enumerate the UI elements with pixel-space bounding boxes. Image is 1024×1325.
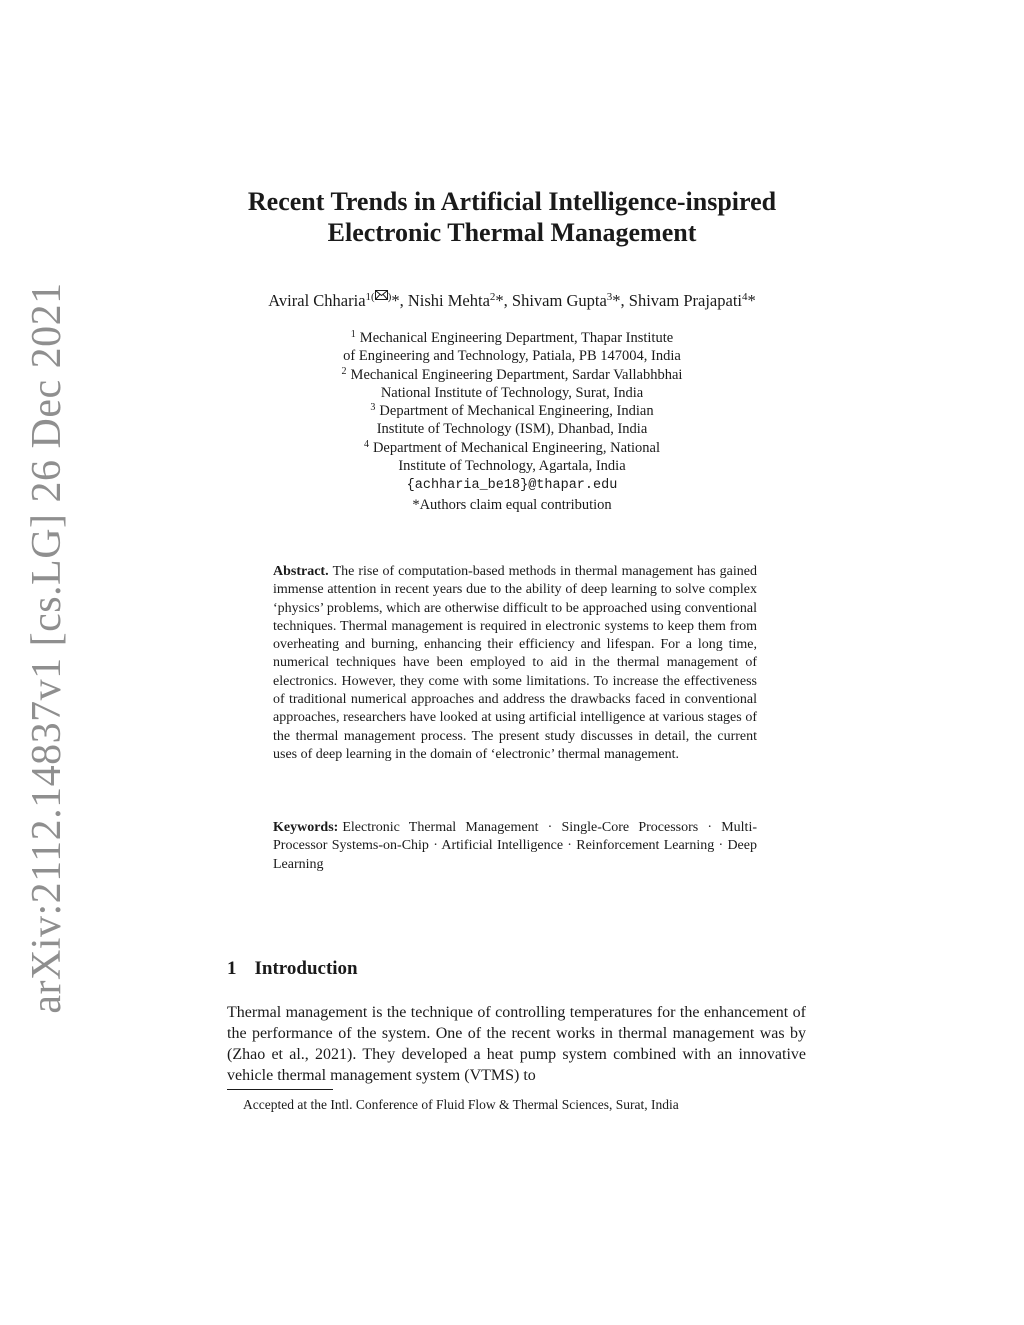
- paper-title: [0, 186, 1024, 248]
- author-list: Aviral Chharia$^{1( )}$*, Nishi Mehta$^2$*, Shivam Gupta$^3$*, Shivam Prajapati$^4$*: [268, 291, 756, 310]
- title-line-1: Recent Trends in Artificial Intelligence-inspired: [247, 187, 777, 216]
- author-name: Aviral Chharia: [268, 291, 366, 310]
- arxiv-watermark: arXiv:2112.14837v1 [cs.LG] 26 Dec 2021: [24, 282, 70, 1014]
- affiliations: [0, 329, 1024, 514]
- affiliation-line: Institute of Technology (ISM), Dhanbad, India: [376, 421, 648, 438]
- affiliation-line: $^3$ Department of Mechanical Engineering, Indian: [370, 402, 654, 420]
- author-affil-mark: 2: [489, 291, 496, 303]
- author-affil-mark: 1( ): [365, 291, 392, 303]
- author-name: Shivam Prajapati: [628, 291, 742, 310]
- author-affil-mark: 4: [742, 291, 748, 303]
- section-heading: [227, 958, 358, 980]
- affiliation-line: $^4$ Department of Mechanical Engineering, National: [363, 438, 661, 456]
- abstract-text: The rise of computation-based methods in thermal management has gained immense attention in recent years due to the ability of deep learning to solve complex ‘physics’ problems, which are otherwise difficult to be approached using conventional techniques. Thermal management is required in electronic systems to keep them from overheating and burning, enhancing their efficiency and lifespan. For a long time, numerical techniques have been employed to aid in the thermal management of electronics. However, they come with some limitations. To increase the effectiveness of traditional numerical approaches and address the drawbacks faced in conventional approaches, researchers have looked at using artificial intelligence at various stages of the thermal management process. The present study discusses in detail, the current uses of deep learning in the domain of ‘electronic’ thermal management.: [273, 564, 757, 762]
- keywords-label: Keywords:: [273, 820, 339, 835]
- keywords: [273, 819, 757, 874]
- author-name: Nishi Mehta: [407, 291, 490, 310]
- title-line-2: Electronic Thermal Management: [327, 218, 697, 247]
- intro-paragraph: Thermal management is the technique of controlling temperatures for the enhancement of the performance of the system. One of the recent works in thermal management was by (Zhao et al., 2021). They developed a heat pump system combined with an innovative vehicle thermal management system (VTMS) to: [227, 1004, 806, 1084]
- keywords-text: Electronic Thermal Management · Single-Core Processors · Multi-Processor Systems-on-Chip · Artificial Intelligence · Reinforcement Learning · Deep Learning: [273, 820, 757, 872]
- affiliation-line: $^2$ Mechanical Engineering Department, Sardar Vallabhbhai: [341, 365, 683, 383]
- section-number: 1: [227, 958, 237, 979]
- affiliation-line: Institute of Technology, Agartala, India: [398, 458, 626, 475]
- equal-contribution-mark: *: [495, 291, 504, 310]
- equal-contribution-mark: *: [612, 291, 621, 310]
- affiliation-line: of Engineering and Technology, Patiala, PB 147004, India: [343, 348, 681, 365]
- footnote-rule: [227, 1089, 333, 1090]
- envelope-icon: [375, 290, 388, 300]
- affiliation-line: National Institute of Technology, Surat, India: [380, 384, 644, 401]
- section-title: Introduction: [254, 958, 358, 979]
- contact-email[interactable]: {achharia_be18}@thapar.edu: [406, 478, 618, 494]
- equal-contribution-note: *Authors claim equal contribution: [412, 496, 612, 513]
- equal-contribution-mark: *: [391, 291, 400, 310]
- equal-contribution-mark: *: [747, 291, 756, 310]
- affiliation-line: $^1$ Mechanical Engineering Department, Thapar Institute: [350, 329, 674, 346]
- abstract-label: Abstract.: [273, 564, 329, 579]
- author-affil-mark: 3: [606, 291, 613, 303]
- footnote: Accepted at the Intl. Conference of Fluid Flow & Thermal Sciences, Surat, India: [243, 1097, 679, 1112]
- abstract: [273, 563, 757, 764]
- author-name: Shivam Gupta: [511, 291, 607, 310]
